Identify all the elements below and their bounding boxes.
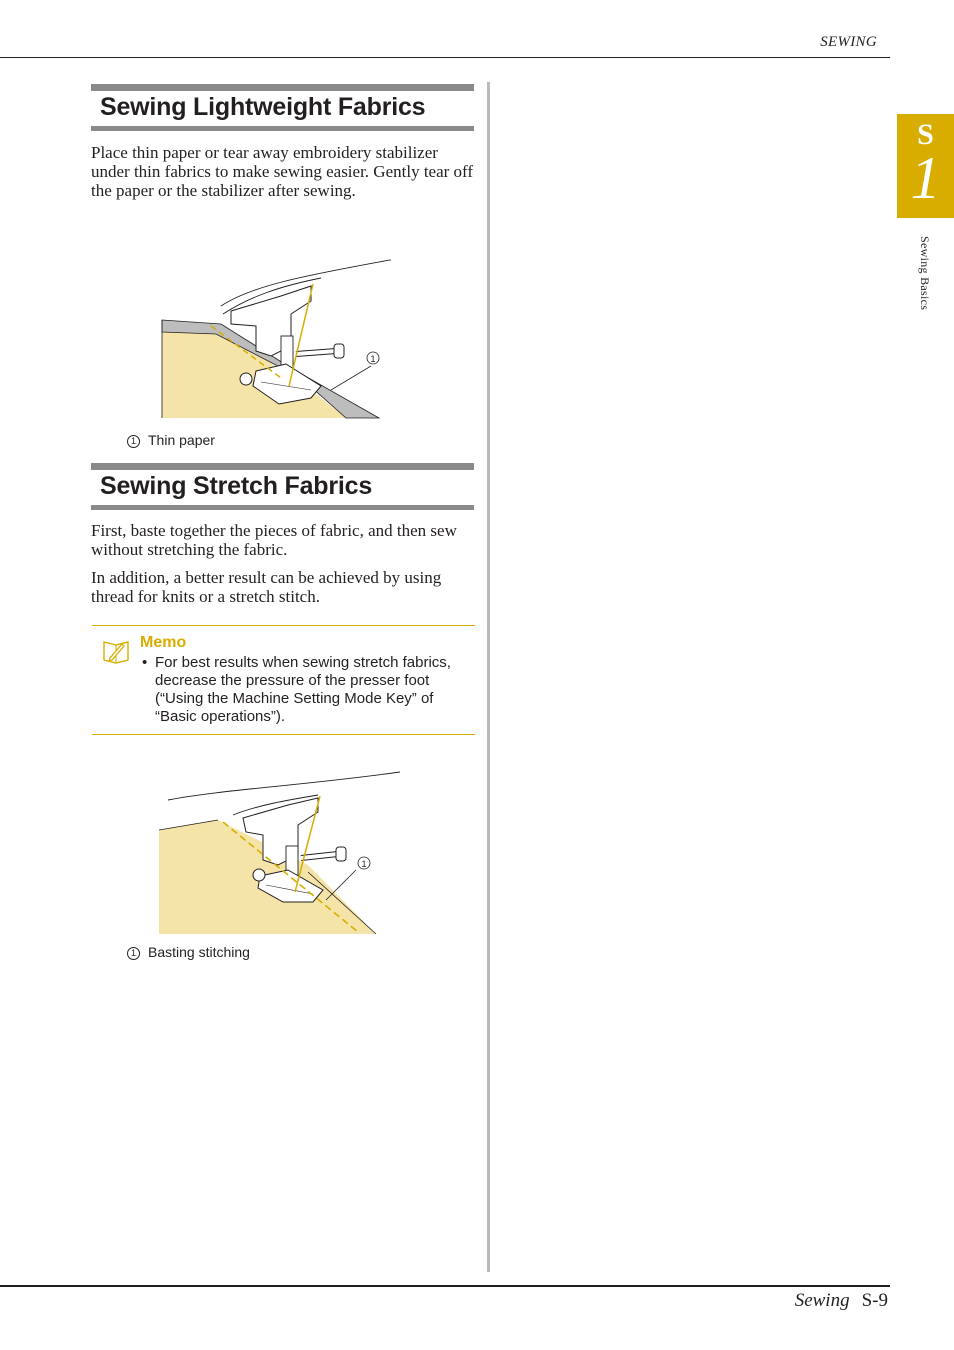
memo-pencil-icon: [102, 638, 132, 664]
memo-bullet: •: [142, 654, 148, 671]
page-number: S-9: [861, 1290, 888, 1311]
heading-top-bar: [91, 84, 474, 91]
section-heading-stretch: [91, 463, 474, 510]
caption-text: Basting stitching: [148, 944, 250, 960]
section2-paragraph2: In addition, a better result can be achieved by using thread for knits or a stretch stitch.: [91, 568, 442, 606]
footer-section: Sewing: [794, 1290, 850, 1311]
figure1-callout: 1: [370, 354, 376, 364]
figure1-caption: [127, 432, 215, 448]
column-divider: [487, 82, 490, 1272]
heading-bottom-bar: [91, 505, 474, 510]
footer: [795, 1290, 888, 1312]
presser-foot-illustration-1: [161, 256, 391, 421]
figure2-caption: [127, 944, 250, 960]
figure-thin-paper: [161, 256, 391, 421]
section1-paragraph: Place thin paper or tear away embroidery stabilizer under thin fabrics to make sewing easier. Gently tear off the paper or the stabilizer after sewing.: [91, 143, 474, 200]
header-label: SEWING: [820, 34, 877, 50]
section-title: Sewing Lightweight Fabrics: [100, 93, 426, 121]
chapter-letter: S: [917, 118, 934, 151]
section2-paragraph1: First, baste together the pieces of fabric, and then sew without stretching the fabric.: [91, 521, 457, 559]
memo-text: For best results when sewing stretch fabrics, decrease the pressure of the presser foot (“Using the Machine Setting Mode Key” of “Basic operations”).: [155, 654, 451, 725]
memo-box: [92, 625, 475, 735]
caption-text: Thin paper: [148, 432, 215, 448]
caption-number: 1: [127, 435, 140, 448]
section-heading-lightweight: [91, 84, 474, 131]
heading-top-bar: [91, 463, 474, 470]
caption-number: 1: [127, 947, 140, 960]
presser-foot-illustration-2: [158, 770, 400, 936]
section-title: Sewing Stretch Fabrics: [100, 472, 373, 500]
chapter-number: 1: [910, 145, 941, 211]
chapter-tab: [897, 114, 954, 218]
figure-basting: [158, 770, 400, 936]
chapter-side-label: Sewing Basics: [918, 236, 932, 311]
memo-body: [142, 654, 462, 726]
figure2-callout: 1: [361, 859, 367, 869]
heading-bottom-bar: [91, 126, 474, 131]
header-rule: [0, 57, 890, 58]
memo-title: Memo: [140, 634, 187, 651]
footer-rule: [0, 1285, 890, 1287]
